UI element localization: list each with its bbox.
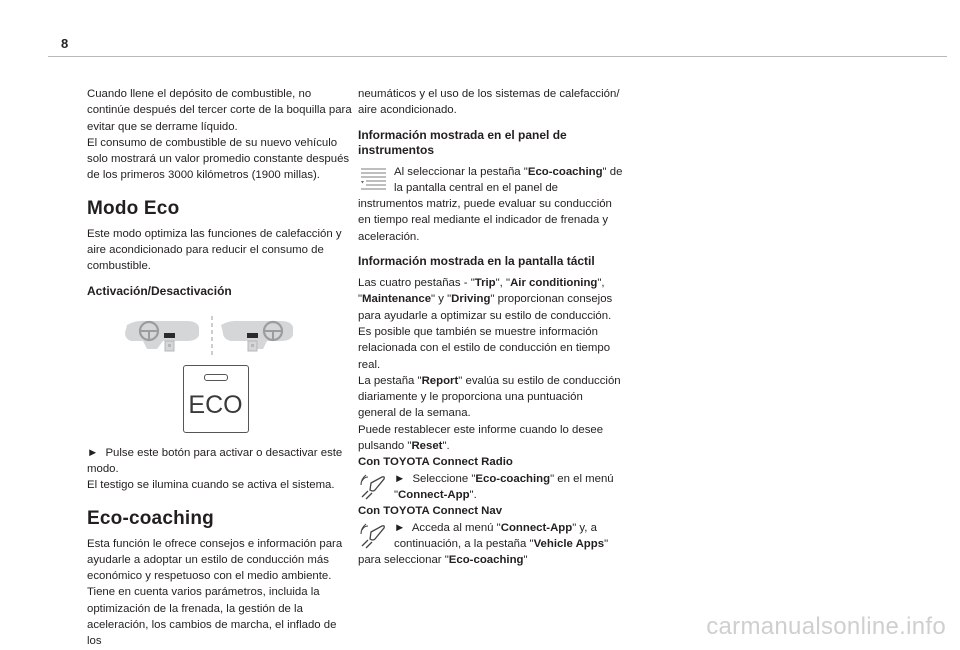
arrow-icon: ► xyxy=(87,446,99,459)
vehicle-apps-label: Vehicle Apps xyxy=(533,537,605,550)
fuel-fill-paragraph: Cuando llene el depósito de combustible, no continúe después del tercer corte de la boquilla para evitar que se derrame líquido. xyxy=(87,88,352,133)
tabs-paragraph: Las cuatro pestañas - "Trip", "Air conditioning", "Maintenance" y "Driving" proporcionan consejos para ayudarle a optimizar su estilo de conducción. xyxy=(358,277,613,322)
eco-mode-description: Este modo optimiza las funciones de calefacción y aire acondicionado para reducir el consumo de combustible. xyxy=(87,227,342,273)
tyres-continuation: neumáticos y el uso de los sistemas de calefacción/ aire acondicionado. xyxy=(358,88,620,117)
reset-paragraph: Puede restablecer este informe cuando lo desee pulsando "Reset". xyxy=(358,423,604,453)
connect-nav-heading: Con TOYOTA Connect Nav xyxy=(358,505,503,518)
eco-coaching-description: Esta función le ofrece consejos e información para ayudarle a adoptar un estilo de conducción más económico y respetuoso con el medio ambiente. xyxy=(87,537,343,583)
instrument-panel-icon xyxy=(358,166,388,190)
arrow-icon: ► xyxy=(394,472,406,485)
eco-coaching-parameters: Tiene en cuenta varios parámetros, incluida la optimización de la frenada, la gestión de la aceleración, los cambios de marcha, el inflado de los xyxy=(87,586,337,648)
report-paragraph: La pestaña "Report" evalúa su estilo de conducción diariamente y le proporciona una puntuación general de la semana. xyxy=(358,374,621,420)
connect-app-label: Connect-App xyxy=(398,488,470,501)
realtime-info-paragraph: Es posible que también se muestre información relacionada con el estilo de conducción en tiempo real. xyxy=(358,325,611,371)
fuel-consumption-paragraph: El consumo de combustible de su nuevo vehículo solo mostrará un valor promedio constante después de los primeros 3000 kilómetros (1900 millas). xyxy=(87,136,350,182)
eco-coaching-menu-label: Eco-coaching xyxy=(448,554,524,567)
tab-driving: Driving xyxy=(451,293,491,306)
eco-button-icon xyxy=(183,365,249,433)
eco-button-label: ECO xyxy=(188,390,243,419)
instrument-panel-heading: Información mostrada en el panel de instrumentos xyxy=(358,127,567,157)
right-column xyxy=(358,86,623,568)
connect-app-label: Connect-App xyxy=(500,521,573,534)
dashboard-illustration xyxy=(87,313,352,361)
left-column xyxy=(87,86,352,650)
touch-screen-hand-icon xyxy=(358,473,388,501)
connect-nav-step: ► Acceda al menú "Connect-App" y, a continuación, a la pestaña "Vehicle Apps" para seleccionar "Eco-coaching" xyxy=(358,521,609,567)
tab-report: Report xyxy=(421,374,459,387)
reset-label: Reset xyxy=(411,440,443,453)
page-number: 8 xyxy=(61,36,69,51)
arrow-icon: ► xyxy=(394,521,406,534)
instrument-panel-paragraph: Al seleccionar la pestaña "Eco-coaching" de la pantalla central en el panel de instrumentos matriz, puede evaluar su conducción en tiempo real mediante el indicador de frenada y aceleración. xyxy=(358,165,623,243)
tab-trip: Trip xyxy=(474,277,496,290)
touch-screen-hand-icon xyxy=(358,522,388,550)
eco-indicator-paragraph: El testigo se ilumina cuando se activa el sistema. xyxy=(87,479,335,492)
watermark: carmanualsonline.info xyxy=(706,613,946,640)
eco-mode-heading: Modo Eco xyxy=(87,197,180,219)
dashboard-lhd-rhd-icon xyxy=(87,313,352,361)
header-divider xyxy=(48,56,947,57)
eco-button-illustration xyxy=(87,365,352,433)
eco-button-instruction xyxy=(87,445,352,478)
eco-coaching-menu-label: Eco-coaching xyxy=(475,472,551,485)
touchscreen-heading: Información mostrada en la pantalla táctil xyxy=(358,254,595,269)
tab-air-conditioning: Air conditioning xyxy=(510,277,598,290)
activation-heading: Activación/Desactivación xyxy=(87,283,232,298)
connect-radio-heading: Con TOYOTA Connect Radio xyxy=(358,456,513,469)
eco-indicator-light xyxy=(204,374,228,381)
tab-maintenance: Maintenance xyxy=(362,293,432,306)
eco-button-instruction-text: Pulse este botón para activar o desactivar este modo. xyxy=(87,446,343,475)
eco-coaching-heading: Eco-coaching xyxy=(87,507,214,529)
eco-coaching-tab: Eco-coaching xyxy=(527,165,603,178)
connect-radio-step: ► Seleccione "Eco-coaching" en el menú "Connect-App". xyxy=(358,471,623,504)
